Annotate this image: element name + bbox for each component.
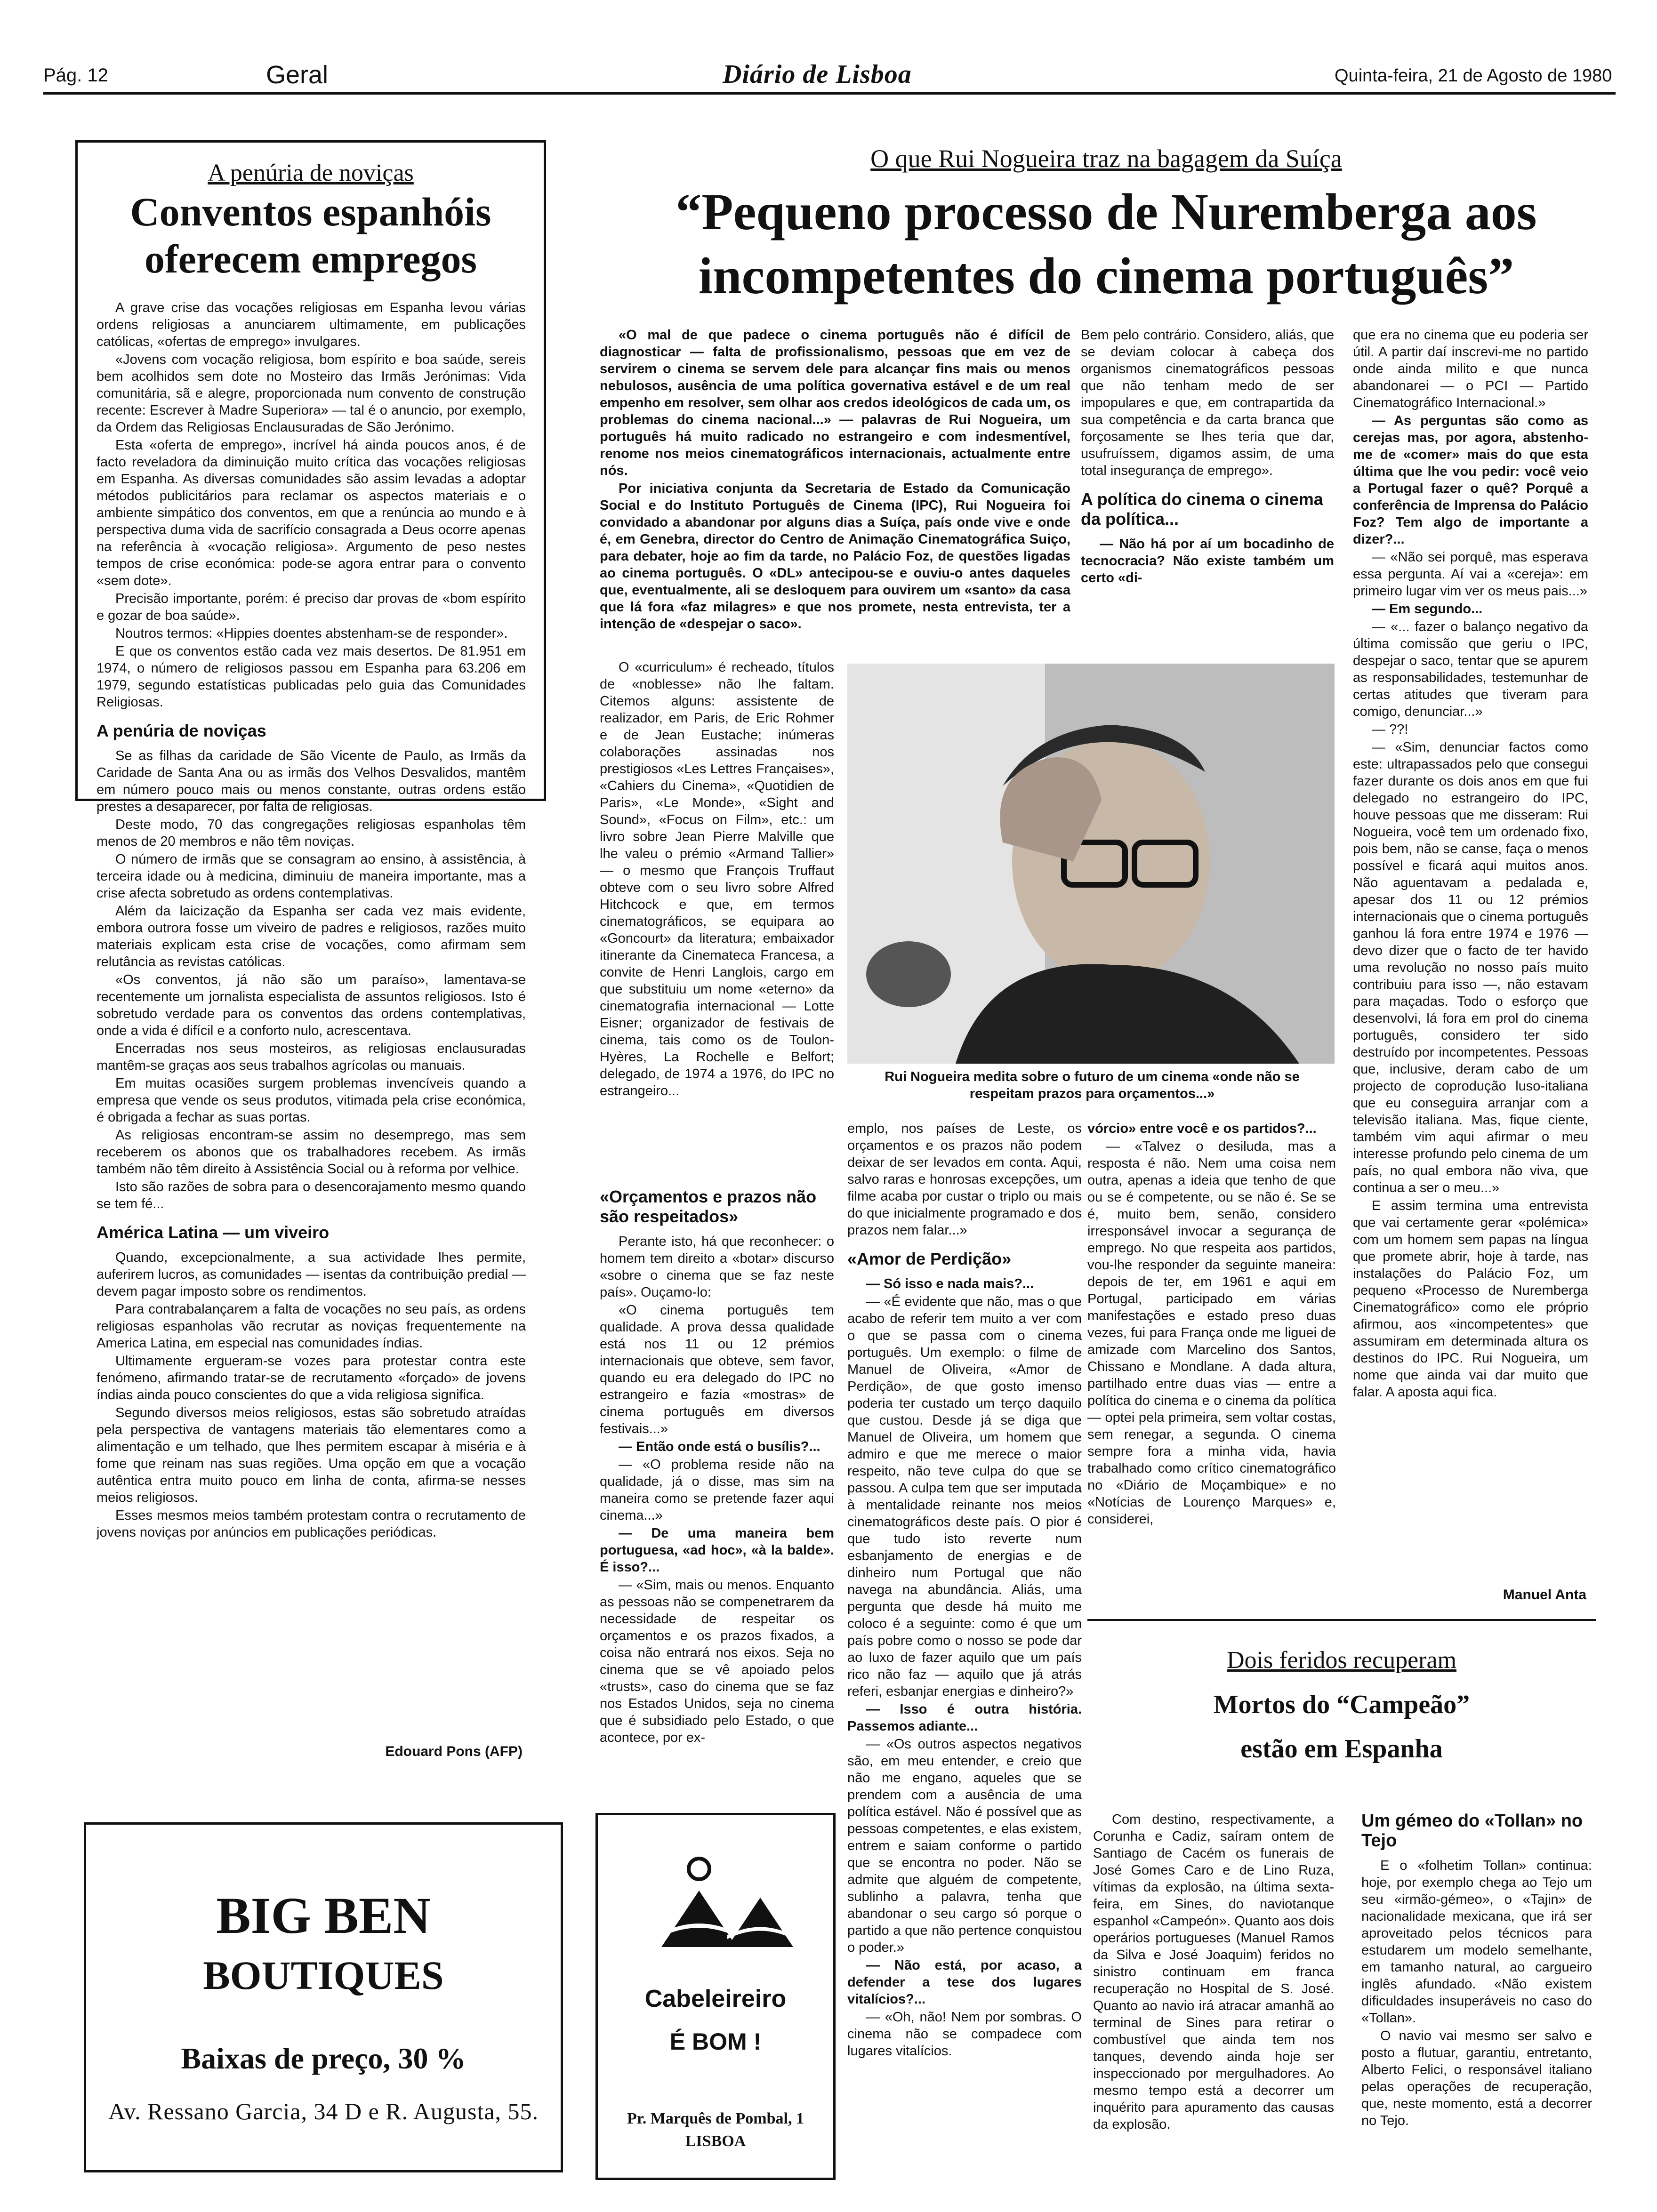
campeao-headline-1: Mortos do “Campeão” [1213,1690,1470,1719]
left-paragraph: Precisão importante, porém: é preciso dar provas de «bom espírito e gozar de boa saúde». [97,591,526,623]
ad-cabeleireiro [595,1813,836,2180]
left-paragraph: «Os conventos, já não são um paraíso», lamentava-se recentemente um jornalista especialista de assuntos religiosos. Isto é sobretudo verdade para os conventos das ordens contemplativas, onde a vida é difícil e a conforto nulo, acrescentava. [97,972,526,1038]
tollan-paragraph: E o «folhetim Tollan» continua: hoje, por exemplo chega ao Tejo um seu «irmão-gémeo», o «Tajin» de nacionalidade mexicana, que irá ser aproveitado pelos técnicos para estudarem um modelo semelhante, em tamanho natural, ao cargueiro inglês afundado. «Não existem dificuldades insuperáveis no caso do «Tollan». [1361,1858,1592,2026]
main-question: — Em segundo... [1372,601,1483,617]
left-paragraph: Encerradas nos seus mosteiros, as religiosas enclausuradas mantêm-se graças aos seus trabalhos agrícolas ou manuais. [97,1041,526,1073]
left-paragraph: Ultimamente ergueram-se vozes para protestar contra este fenómeno, afirmando tratar-se de recrutamento «forçado» de jovens índias ainda pouco conscientes do que a vida religiosa significa. [97,1354,526,1403]
left-subhead-america: América Latina — um viveiro [97,1223,330,1242]
issue-date: Quinta-feira, 21 de Agosto de 1980 [1335,66,1612,86]
main-lead [600,327,1070,684]
main-question: — Isso é outra história. Passemos adiante... [847,1702,1082,1734]
section-label: Geral [266,61,329,89]
left-paragraph: Deste modo, 70 das congregações religiosas espanholas têm menos de 20 membros e não têm noviças. [97,817,526,849]
left-paragraph: Esses mesmos meios também protestam contra o recrutamento de jovens noviças por anúncios em publicações periódicas. [97,1508,526,1540]
main-paragraph: — ??! [1372,722,1408,737]
main-byline: Manuel Anta [1503,1587,1586,1603]
subhead-perdicao: «Amor de Perdição» [847,1249,1012,1268]
left-paragraph: Noutros termos: «Hippies doentes abstenham-se de responder». [115,626,508,641]
left-paragraph: Esta «oferta de emprego», incrível há ainda poucos anos, é de facto reveladora da diminuição muito crítica das vocações religiosas em Espanha. As diversas comunidades são assim levadas a adoptar métodos publicitários para reclamar os aspectos materiais e o ambiente simpático dos conventos, em que a renúncia ao mundo e à perspectiva duma vida de sacrifício consagrada a Deus ocorre apenas na referência à «vocação religiosa». Argumento de peso nestes tempos de crise económica: pode-se agora entrar para o convento «sem dote». [97,438,526,588]
left-paragraph: A grave crise das vocações religiosas em Espanha levou várias ordens religiosas a anunciarem ultimamente, em publicações católicas, «ofertas de emprego» invulgares. [97,300,526,349]
main-lead-paragraph: Por iniciativa conjunta da Secretaria de Estado da Comunicação Social e do Instituto Português de Cinema (IPC), Rui Nogueira foi convidado a abandonar por alguns dias a Suíça, país onde vive e onde é, em Genebra, director do Centro de Animação Cinematográfica Suiço, para debater, hoje ao fim da tarde, no Palácio Foz, de questões ligadas ao cinema português. O «DL» antecipou-se e ouviu-o antes daqueles que, eventualmente, ali se desloquem para ouvirem um «santo» da casa que lá fora «faz milagres» e que nos promete, nesta entrevista, ter a intenção de «despejar o saco». [600,481,1070,632]
page-number: Pág. 12 [43,65,108,86]
left-paragraph: E que os conventos estão cada vez mais desertos. De 81.951 em 1974, o número de religiosos passou em Espanha para 63.206 em 1979, segundo estatísticas publicadas pelo guia das Comunidades Religiosas. [97,644,526,710]
subhead-orcamentos: «Orçamentos e prazos não são respeitados» [600,1187,817,1226]
main-col3-top [1081,327,1334,600]
main-paragraph: — «Talvez o desiluda, mas a resposta é não. Nem uma coisa nem outra, apenas a ideia que tenho de que ou se é competente, ou se não é. Se se é, muito bem, senão, considero irresponsável invocar a segurança de emprego. No que respeita aos partidos, vou-lhe responder da seguinte maneira: depois de ter, em 1961 e aqui em Portugal, participado em várias manifestações e estado preso duas vezes, fui para França onde me liguei de amizade com Marcelino dos Santos, Chissano e Mondlane. A dada altura, partilhado entre duas vias — entre a política do cinema e o cinema da política — optei pela primeira, sem voltar costas, sem renegar, a segunda. O cinema sempre fora a minha vida, havia trabalhado como crítico cinematográfico no «Diário de Moçambique» e no «Notícias de Lourenço Marques» e, considerei, [1087,1139,1336,1527]
main-question: vórcio» entre você e os partidos?... [1087,1121,1317,1136]
main-col2-bottom [847,1120,1082,2184]
main-paragraph: O «curriculum» é recheado, títulos de «noblesse» não lhe faltam. Citemos alguns: assistente de realizador, em Paris, de Eric Rohmer e de Jean Eustache; inúmeras colaborações assinadas nos prestigiosos «Les Lettres Françaises», «Cahiers du Cinema», «Quotidien de Paris», «Le Monde», «Sight and Sound», «Focus on Film», etc.: um livro sobre Jean Pierre Malville que lhe valeu o prémio «Armand Tallier» — o mesmo que François Truffaut obteve com o seu livro sobre Alfred Hitchcock e que, em termos cinematográficos, se equipara ao «Goncourt» da literatura; embaixador itinerante da Cinemateca Francesa, a convite de Henri Langlois, cargo em que substituiu um nome «eterno» da cinematografia internacional — Lotte Eisner; organizador de festivais de cinema, tais como os de Toulon-Hyères, La Rochelle e Belfort; delegado, de 1974 a 1976, do IPC no estrangeiro... [600,660,834,1098]
ad-cabeleireiro-address: Pr. Marquês de Pombal, 1 [627,2110,804,2127]
left-paragraph: O número de irmãs que se consagram ao ensino, à assistência, à terceira idade ou à medicina, diminuiu de maneira importante, mas a crise afecta sobretudo as ordens contemplativas. [97,852,526,901]
tollan-paragraph: O navio vai mesmo ser salvo e posto a flutuar, garantiu, entretanto, Alberto Felici, o responsável italiano pelas operações de recuperação, que, neste momento, está a decorrer no Tejo. [1361,2028,1592,2128]
main-paragraph: — «Os outros aspectos negativos são, em meu entender, e creio que não me engano, aqueles que se prendem com a ausência de uma política estável. Não é possível que as pessoas competentes, e elas existem, entrem e saiam conforme o partido que se encontra no poder. Não se admite que alguém de competente, sublinho a palavra, tenha que abandonar o seu cargo só porque o partido a que não pertence conquistou o poder.» [847,1737,1082,1955]
ad-bigben-address: Av. Ressano Garcia, 34 D e R. Augusta, 55. [108,2098,539,2124]
main-paragraph: — «Sim, denunciar factos como este: ultrapassados pelo que consegui fazer durante os dois anos em que fui delegado no estrangeiro do IPC, houve pessoas que me disseram: Rui Nogueira, você tem um ordenado fixo, pois bem, não se canse, faça o menos possível e ficará aqui muitos anos. Não aguentavam a pedalada e, apesar dos 11 ou 12 prémios internacionais que o cinema português ganhou lá fora entre 1974 e 1976 — devo dizer que o facto de ter havido uma revolução no nosso país muito contribuiu para isso —, não estavam para maçadas. Todo o esforço que desenvolvi, lá fora em prol do cinema português, considero ter sido destruído por incompetentes. Pessoas que, inclusive, deram cabo de um projecto de coprodução luso-italiana que eu conseguira arranjar com a televisão italiana. Mas, fique ciente, também vim aqui afirmar o meu interesse profundo pelo cinema de um país, no qual embora não viva, que continua a ser o meu...» [1353,740,1588,1195]
main-paragraph: E assim termina uma entrevista que vai certamente gerar «polémica» com um homem sem papas na língua que promete abrir, hoje à tarde, nas instalações do Palácio Foz, um pequeno «Processo de Nuremberga Cinematográfico» como ele próprio afirmou, aos «incompetentes» que assumiram em determinada altura os destinos do IPC. Rui Nogueira, um nome que ainda vai dar muito que falar. A aposta aqui fica. [1353,1198,1588,1400]
campeao-paragraph: Com destino, respectivamente, a Corunha e Cadiz, saíram ontem de Santiago de Cacém os funerais de José Gomes Caro e de Lino Ruza, vítimas da explosão, na última sexta-feira, em Sines, do naviotanque espanhol «Campeón». Quanto aos dois operários portugueses (Manuel Ramos da Silva e José Joaquim) feridos no sinistro continuam em franca recuperação no Hospital de S. José. Quanto ao navio irá atracar amanhã ao terminal de Sines para retirar o combustível que ainda tem nos tanques, devendo ainda hoje ser inspeccionado por mergulhadores. Ao mesmo tempo está a decorrer um inquérito para apuramento das causas da explosão. [1093,1812,1334,2132]
bottom-story-rule [1087,1619,1596,1621]
main-lead-paragraph: «O mal de que padece o cinema português não é difícil de diagnosticar — falta de profissionalismo, pessoas que em vez de servirem o cinema se servem dele para alcançar fins mais ou menos nebulosos, ausência de uma política governativa estável e de um real empenho em resolver, sem olhar aos credos ideológicos de cada um, os problemas do cinema nacional...» — palavras de Rui Nogueira, um português há muito radicado no estrangeiro e com indesmentível, renome nos meios cinematográficos internacionais, actualmente entre nós. [600,328,1070,478]
header-rule [43,92,1616,95]
main-paragraph: Bem pelo contrário. Considero, aliás, que se deviam colocar à cabeça dos organismos cinematográficos pessoas que não tenham medo de ser impopulares e que, em contrapartida da sua competência e da carta branca que forçosamente se lhes teria que dar, usufruíssem, digamos assim, de uma total insegurança de emprego». [1081,328,1334,478]
left-article-body [97,299,526,1876]
ad-cabeleireiro-title: Cabeleireiro [644,1985,787,2012]
left-paragraph: Quando, excepcionalmente, a sua actividade lhes permite, auferirem lucros, as comunidades — isentas da contribuição predial — devem pagar imposto sobre os rendimentos. [97,1250,526,1299]
masthead: Diário de Lisboa [723,60,912,89]
main-kicker: O que Rui Nogueira traz na bagagem da Suíça [870,144,1342,173]
photo-portrait-illustration [847,664,1335,1064]
main-paragraph: — «O problema reside não na qualidade, já o disse, mas sim na maneira como se pretende fazer aqui cinema...» [600,1457,834,1523]
main-question: — De uma maneira bem portuguesa, «ad hoc», «à la balde». É isso?... [600,1526,834,1575]
photo-caption: Rui Nogueira medita sobre o futuro de um cinema «onde não se respeitam prazos para orçamentos...» [885,1069,1300,1101]
main-paragraph: — «É evidente que não, mas o que acabo de referir tem muito a ver com o que se passa com o cinema português. Um exemplo: o filme de Manuel de Oliveira, «Amor de Perdição», de que gosto imenso poderia ter custado um terço daquilo que custou. Desde já se diga que Manuel de Oliveira, um homem que admiro e que me merece o maior respeito, não teve culpa do que se passou. A culpa tem que ser imputada à mentalidade reinante nos meios cinematográficos deste país. O pior é que tudo isto reverte num esbanjamento de energias e de dinheiro num Portugal que não navega na abundância. Aliás, uma pergunta que desde há muito me coloco é a seguinte: como é que um país pobre como o nosso se pode dar ao luxo de fazer aquilo que um país rico não faz — aquilo que já atrás referi, esbanjar energias e dinheiro?» [847,1294,1082,1699]
campeao-body [1093,1811,1334,2183]
campeao-kicker: Dois feridos recuperam [1226,1647,1457,1674]
main-curriculum [600,659,834,1167]
ad-cabeleireiro-slogan: É BOM ! [669,2028,762,2055]
tollan-headline: Um gémeo do «Tollan» no Tejo [1361,1811,1583,1851]
ad-bigben-subtitle: BOUTIQUES [203,1953,444,1998]
ad-cabeleireiro-logo [643,1853,793,1961]
left-paragraph: Em muitas ocasiões surgem problemas invencíveis quando a empresa que vende os seus produtos, vitimada pela crise económica, é obrigada a fechar as suas portas. [97,1076,526,1125]
main-question: — Então onde está o busílis?... [619,1439,820,1454]
main-question: — Não está, por acaso, a defender a tese dos lugares vitalícios?... [847,1958,1082,2007]
left-byline: Edouard Pons (AFP) [385,1744,523,1759]
main-col4 [1353,327,1588,1607]
main-paragraph: — «Oh, não! Nem por sombras. O cinema não se compadece com lugares vitalícios. [847,2010,1082,2059]
left-paragraph: Segundo diversos meios religiosos, estas são sobretudo atraídas pela perspectiva de vantagens materiais tão elementares como a alimentação e um telhado, que lhes permitem escapar à miséria e à fome que reinam nas suas regiões. Uma opção em que a vocação autêntica entra muito pouco em linha de conta, afirma-se nesses meios religiosos. [97,1405,526,1505]
campeao-headline-2: estão em Espanha [1240,1734,1443,1763]
left-paragraph: Além da laicização da Espanha ser cada vez mais evidente, embora outrora fosse um viveiro de padres e religiosos, razões muito materiais explicam esta crise de vocações, como afirmam sem relutância as revistas católicas. [97,904,526,970]
main-paragraph: «O cinema português tem qualidade. A prova dessa qualidade está nos 11 ou 12 prémios internacionais que obteve, sem favor, quando eu era delegado do IPC no estrangeiro e fazia «mostras» de cinema português em diversos festivais...» [600,1303,834,1436]
ad-bigben [84,1822,563,2172]
main-col3-bottom [1087,1120,1336,1600]
left-headline: Conventos espanhóis oferecem empregos [130,189,491,281]
left-subhead-penuria: A penúria de noviças [97,721,266,740]
ad-bigben-title: BIG BEN [216,1887,431,1944]
ad-cabeleireiro-city: LISBOA [685,2132,746,2150]
main-paragraph: — «Sim, mais ou menos. Enquanto as pessoas não se compenetrarem da necessidade de respeitar os orçamentos e os prazos fixados, a coisa não entrará nos eixos. Seja no cinema que se vê apoiado pelos «trusts», caso do cinema que se faz nos Estados Unidos, seja no cinema que é subsidiado pelo Estado, o que acontece, por ex- [600,1578,834,1745]
main-question: — As perguntas são como as cerejas mas, por agora, abstenho-me de «comer» mais do que esta última que lhe vou pedir: você veio a Portugal fazer o quê? Porquê a conferência de Imprensa do Palácio Foz? Tem algo de importante a dizer?... [1353,413,1588,547]
main-paragraph: Perante isto, há que reconhecer: o homem tem direito a «botar» discurso «sobre o cinema que se faz neste país». Ouçamo-lo: [600,1234,834,1300]
left-kicker: A penúria de noviças [208,160,414,186]
main-paragraph: — «Não sei porquê, mas esperava essa pergunta. Aí vai a «cereja»: em primeiro lugar vim ver os meus pais...» [1353,550,1588,599]
ad-bigben-offer: Baixas de preço, 30 % [181,2042,466,2075]
left-paragraph: Isto são razões de sobra para o desencorajamento mesmo quando se tem fé... [97,1179,526,1211]
photo-rui-nogueira [847,664,1335,1064]
left-paragraph: Para contrabalançarem a falta de vocações no seu país, as ordens religiosas espanholas vão recrutar as noviças frequentemente na America Latina, em especial nas comunidades índias. [97,1302,526,1351]
subhead-politica: A política do cinema o cinema da política... [1081,489,1323,529]
tollan-story [1361,1811,1592,2183]
main-paragraph: — «... fazer o balanço negativo da última comissão que geriu o IPC, despejar o saco, tentar que se apurem as responsabilidades, testemunhar de certas atitudes que tiveram para comigo, denunciar...» [1353,619,1588,719]
main-paragraph: que era no cinema que eu poderia ser útil. A partir daí inscrevi-me no partido onde ainda milito e que nunca abandonarei — o PCI — Partido Cinematográfico Internacional.» [1353,328,1588,410]
main-headline: “Pequeno processo de Nuremberga aos incompetentes do cinema português” [676,183,1537,305]
main-question: — Não há por aí um bocadinho de tecnocracia? Não existe também um certo «di- [1081,537,1334,585]
left-paragraph: «Jovens com vocação religiosa, bom espírito e boa saúde, sereis bem acolhidos sem dote no Mosteiro das Irmãs Jerónimas: Vida comunitária, sã e alegre, proporcionada num convento de construção recente: Escrever à Madre Superiora» — tal é o anuncio, por exemplo, da Ordem das Religiosas Enclausuradas de São Jerónimo. [97,352,526,435]
left-paragraph: Se as filhas da caridade de São Vicente de Paulo, as Irmãs da Caridade de Santa Ana ou as irmãs dos Velhos Desvalidos, mantêm em número pouco mais ou menos constante, outras ordens estão prestes a desaparecer, por falta de religiosas. [97,748,526,814]
main-question: — Só isso e nada mais?... [866,1276,1034,1291]
main-paragraph: emplo, nos países de Leste, os orçamentos e os prazos não podem deixar de ser levados em conta. Aqui, salvo raras e honrosas excepções, um filme acaba por custar o triplo ou mais do que inicialmente programado e dos prazos nem falar...» [847,1121,1082,1238]
left-paragraph: As religiosas encontram-se assim no desemprego, mas sem receberem os abonos que os trabalhadores recebem. As irmãs também não têm direito à Assistência Social ou à reforma por velhice. [97,1128,526,1177]
